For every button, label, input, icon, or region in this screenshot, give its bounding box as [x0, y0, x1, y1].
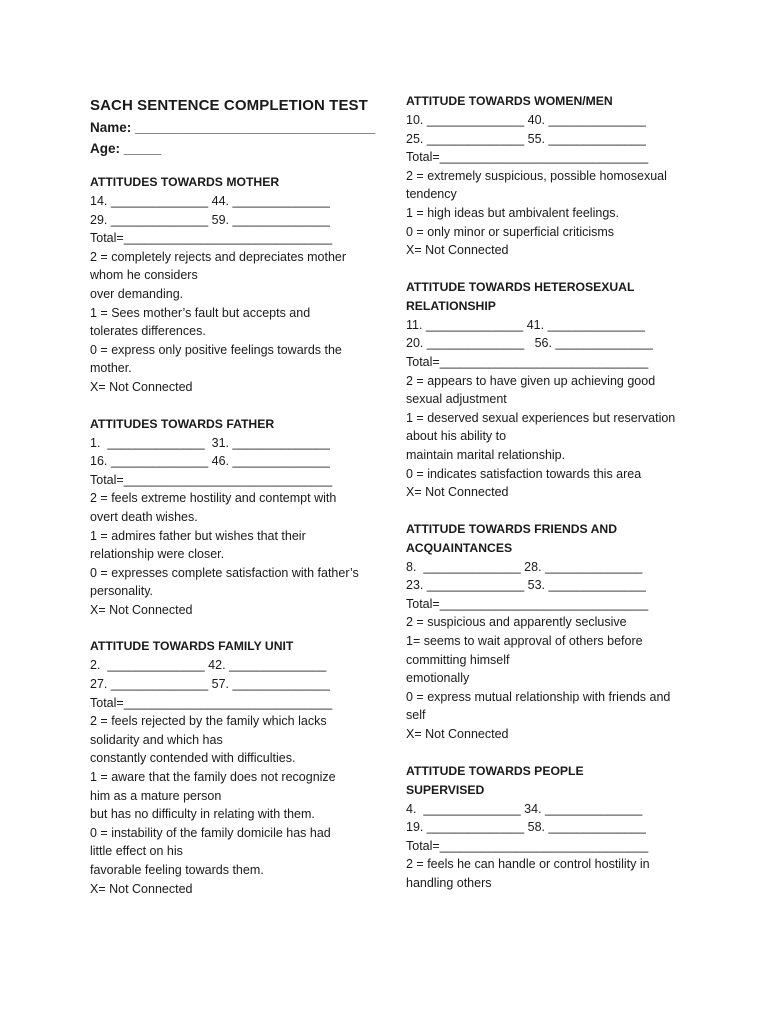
section-line: 25. ______________ 55. ______________ — [406, 131, 646, 146]
age-field: Age: _____ — [90, 141, 162, 156]
score-section — [90, 173, 382, 397]
section-line: 1 = high ideas but ambivalent feelings. — [406, 205, 619, 220]
section-line: 8. ______________ 28. ______________ — [406, 559, 643, 574]
section-line: 0 = instability of the family domicile has had — [90, 825, 331, 840]
section-line: 4. ______________ 34. ______________ — [406, 801, 643, 816]
section-line: self — [406, 708, 426, 723]
section-line: 10. ______________ 40. ______________ — [406, 113, 646, 127]
section-line: overt death wishes. — [90, 509, 198, 524]
section-line: Total=______________________________ — [406, 354, 649, 369]
section-line: 20. ______________ 56. ______________ — [406, 336, 653, 351]
section-line: about his ability to — [406, 429, 507, 444]
section-line: 14. ______________ 44. ______________ — [90, 194, 330, 208]
score-section — [406, 520, 706, 744]
section-line: 2 = suspicious and apparently seclusive — [406, 615, 627, 630]
section-line: committing himself — [406, 652, 510, 667]
section-line: X= Not Connected — [406, 243, 509, 258]
section-line: Total=______________________________ — [90, 472, 333, 487]
section-line: favorable feeling towards them. — [90, 863, 264, 877]
section-line: X= Not Connected — [90, 881, 193, 896]
section-line: Total=______________________________ — [90, 695, 333, 710]
section-line: sexual adjustment — [406, 392, 507, 407]
section-line: little effect on his — [90, 844, 183, 859]
section-line: relationship were closer. — [90, 547, 225, 562]
section-line: X= Not Connected — [90, 379, 193, 394]
section-line: 0 = indicates satisfaction towards this area — [406, 466, 642, 481]
document-title: SACH SENTENCE COMPLETION TEST — [90, 97, 368, 114]
section-line: solidarity and which has — [90, 732, 223, 747]
section-line: 11. ______________ 41. ______________ — [406, 317, 645, 332]
section-line: 19. ______________ 58. ______________ — [406, 820, 646, 835]
section-line: 2 = extremely suspicious, possible homosexual — [406, 168, 667, 183]
section-line: 1 = aware that the family does not recognize — [90, 770, 336, 785]
section-heading: ATTITUDES TOWARDS MOTHER — [90, 175, 280, 189]
section-line: mother. — [90, 361, 132, 376]
section-line: 1 = Sees mother’s fault but accepts and — [90, 305, 311, 320]
section-line: 0 = express mutual relationship with friends and — [406, 689, 671, 704]
section-line: Total=______________________________ — [406, 150, 649, 165]
section-line: X= Not Connected — [90, 602, 193, 617]
section-line: X= Not Connected — [406, 727, 509, 742]
section-line: 2 = appears to have given up achieving good — [406, 373, 656, 388]
section-heading: ATTITUDE TOWARDS PEOPLE SUPERVISED — [406, 763, 584, 797]
section-heading: ATTITUDE TOWARDS WOMEN/MEN — [406, 94, 613, 108]
section-line: 16. ______________ 46. ______________ — [90, 454, 330, 469]
header-fields — [90, 117, 382, 159]
section-line: 2 = feels he can handle or control hostility in — [406, 857, 650, 872]
section-heading: ATTITUDE TOWARDS HETEROSEXUAL RELATIONSHIP — [406, 279, 635, 313]
section-line: 1. ______________ 31. ______________ — [90, 435, 330, 450]
section-heading: ATTITUDE TOWARDS FAMILY UNIT — [90, 639, 294, 654]
section-line: 27. ______________ 57. ______________ — [90, 677, 330, 692]
section-line: Total=______________________________ — [406, 838, 649, 853]
section-line: 0 = expresses complete satisfaction with father’s — [90, 565, 359, 580]
section-line: personality. — [90, 584, 153, 599]
section-line: 2 = feels extreme hostility and contempt with — [90, 491, 337, 506]
section-line: X= Not Connected — [406, 485, 509, 500]
section-line: 2 = completely rejects and depreciates mother — [90, 249, 347, 264]
section-line: 0 = only minor or superficial criticisms — [406, 224, 615, 239]
section-line: whom he considers — [90, 268, 198, 283]
section-line: emotionally — [406, 671, 470, 686]
section-line: 29. ______________ 59. ______________ — [90, 212, 330, 227]
section-line: tendency — [406, 187, 457, 202]
score-section — [90, 637, 382, 898]
section-line: constantly contended with difficulties. — [90, 751, 296, 766]
section-line: but has no difficulty in relating with them. — [90, 807, 315, 822]
right-column — [406, 92, 706, 911]
right-sections — [406, 92, 706, 893]
section-heading: ATTITUDES TOWARDS FATHER — [90, 416, 275, 431]
score-section — [406, 92, 706, 260]
section-line: 1 = deserved sexual experiences but reservation — [406, 410, 676, 425]
section-line: 1 = admires father but wishes that their — [90, 528, 306, 543]
name-field: Name: ________________________________ — [90, 120, 376, 135]
section-line: 1= seems to wait approval of others before — [406, 634, 643, 649]
left-sections — [90, 173, 382, 898]
left-column — [90, 92, 382, 916]
section-line: him as a mature person — [90, 788, 222, 803]
section-line: Total=______________________________ — [406, 596, 649, 611]
section-line: 2. ______________ 42. ______________ — [90, 658, 327, 673]
section-line: 23. ______________ 53. ______________ — [406, 578, 646, 593]
score-section — [90, 415, 382, 620]
section-line: tolerates differences. — [90, 324, 206, 339]
section-line: handling others — [406, 876, 492, 890]
section-line: 2 = feels rejected by the family which lacks — [90, 714, 327, 729]
score-section — [406, 278, 706, 502]
section-heading: ATTITUDE TOWARDS FRIENDS AND ACQUAINTANCES — [406, 521, 618, 555]
section-line: 0 = express only positive feelings towards the — [90, 342, 342, 357]
section-line: over demanding. — [90, 286, 184, 301]
score-section — [406, 762, 706, 893]
section-line: maintain marital relationship. — [406, 447, 566, 462]
section-line: Total=______________________________ — [90, 231, 333, 246]
